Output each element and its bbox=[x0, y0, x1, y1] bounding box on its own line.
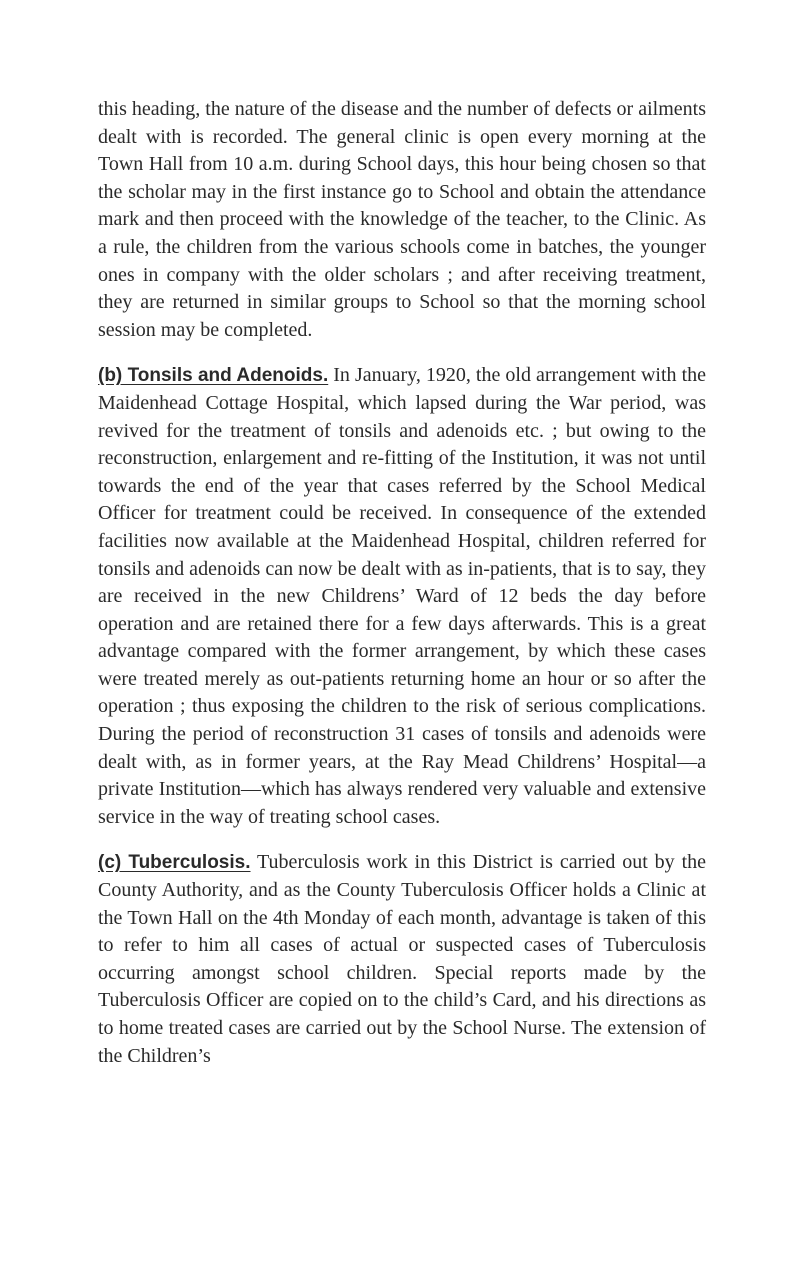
section-heading-tonsils: (b) Tonsils and Adenoids. bbox=[98, 365, 329, 387]
section-body-tuberculosis: Tuberculosis work in this District is carried out by the County Authority, and as the County Tuberculosis Officer holds a Clinic at the Town Hall on the 4th Monday of each month, advantage is taken of this to refer to him all cases of actual or suspected cases of Tuberculosis occurring amongst school children. Special reports made by the Tuberculosis Officer are copied on to the child’s Card, and his directions as to home treated cases are carried out by the School Nurse. The extension of the Children’s bbox=[98, 851, 707, 1067]
document-page bbox=[98, 96, 706, 1070]
section-body-tonsils: In January, 1920, the old arrangement with the Maidenhead Cottage Hospital, which lapsed during the War period, was revived for the treatment of tonsils and adenoids etc. ; but owing to the reconstruction, enlargement and re-fitting of the Institution, it was not until towards the end of the year that cases referred by the School Medical Officer for treatment could be received. In consequence of the extended facilities now available at the Maidenhead Hospital, children referred for tonsils and adenoids can now be dealt with as in-patients, that is to say, they are received in the new Childrens’ Ward of 12 beds the day before operation and are retained there for a few days afterwards. This is a great advantage compared with the former arrangement, by which these cases were treated merely as out-patients returning home an hour or so after the operation ; thus exposing the children to the risk of serious complications. During the period of reconstruction 31 cases of tonsils and adenoids were dealt with, as in former years, at the Ray Mead Childrens’ Hospital—a private Institution—which has always rendered very valuable and extensive service in the way of treating school cases. bbox=[98, 364, 707, 828]
section-tonsils-adenoids bbox=[98, 362, 706, 831]
paragraph-clinic-attendance: this heading, the nature of the disease and the number of defects or ailments dealt with is recorded. The general clinic is open every morning at the Town Hall from 10 a.m. during School days, this hour being chosen so that the scholar may in the first instance go to School and obtain the attendance mark and then proceed with the knowledge of the teacher, to the Clinic. As a rule, the children from the various schools come in batches, the younger ones in company with the older scholars ; and after receiving treatment, they are returned in similar groups to School so that the morning school session may be completed. bbox=[98, 98, 706, 341]
section-tuberculosis bbox=[98, 849, 706, 1070]
section-heading-tuberculosis: (c) Tuberculosis. bbox=[98, 852, 251, 874]
